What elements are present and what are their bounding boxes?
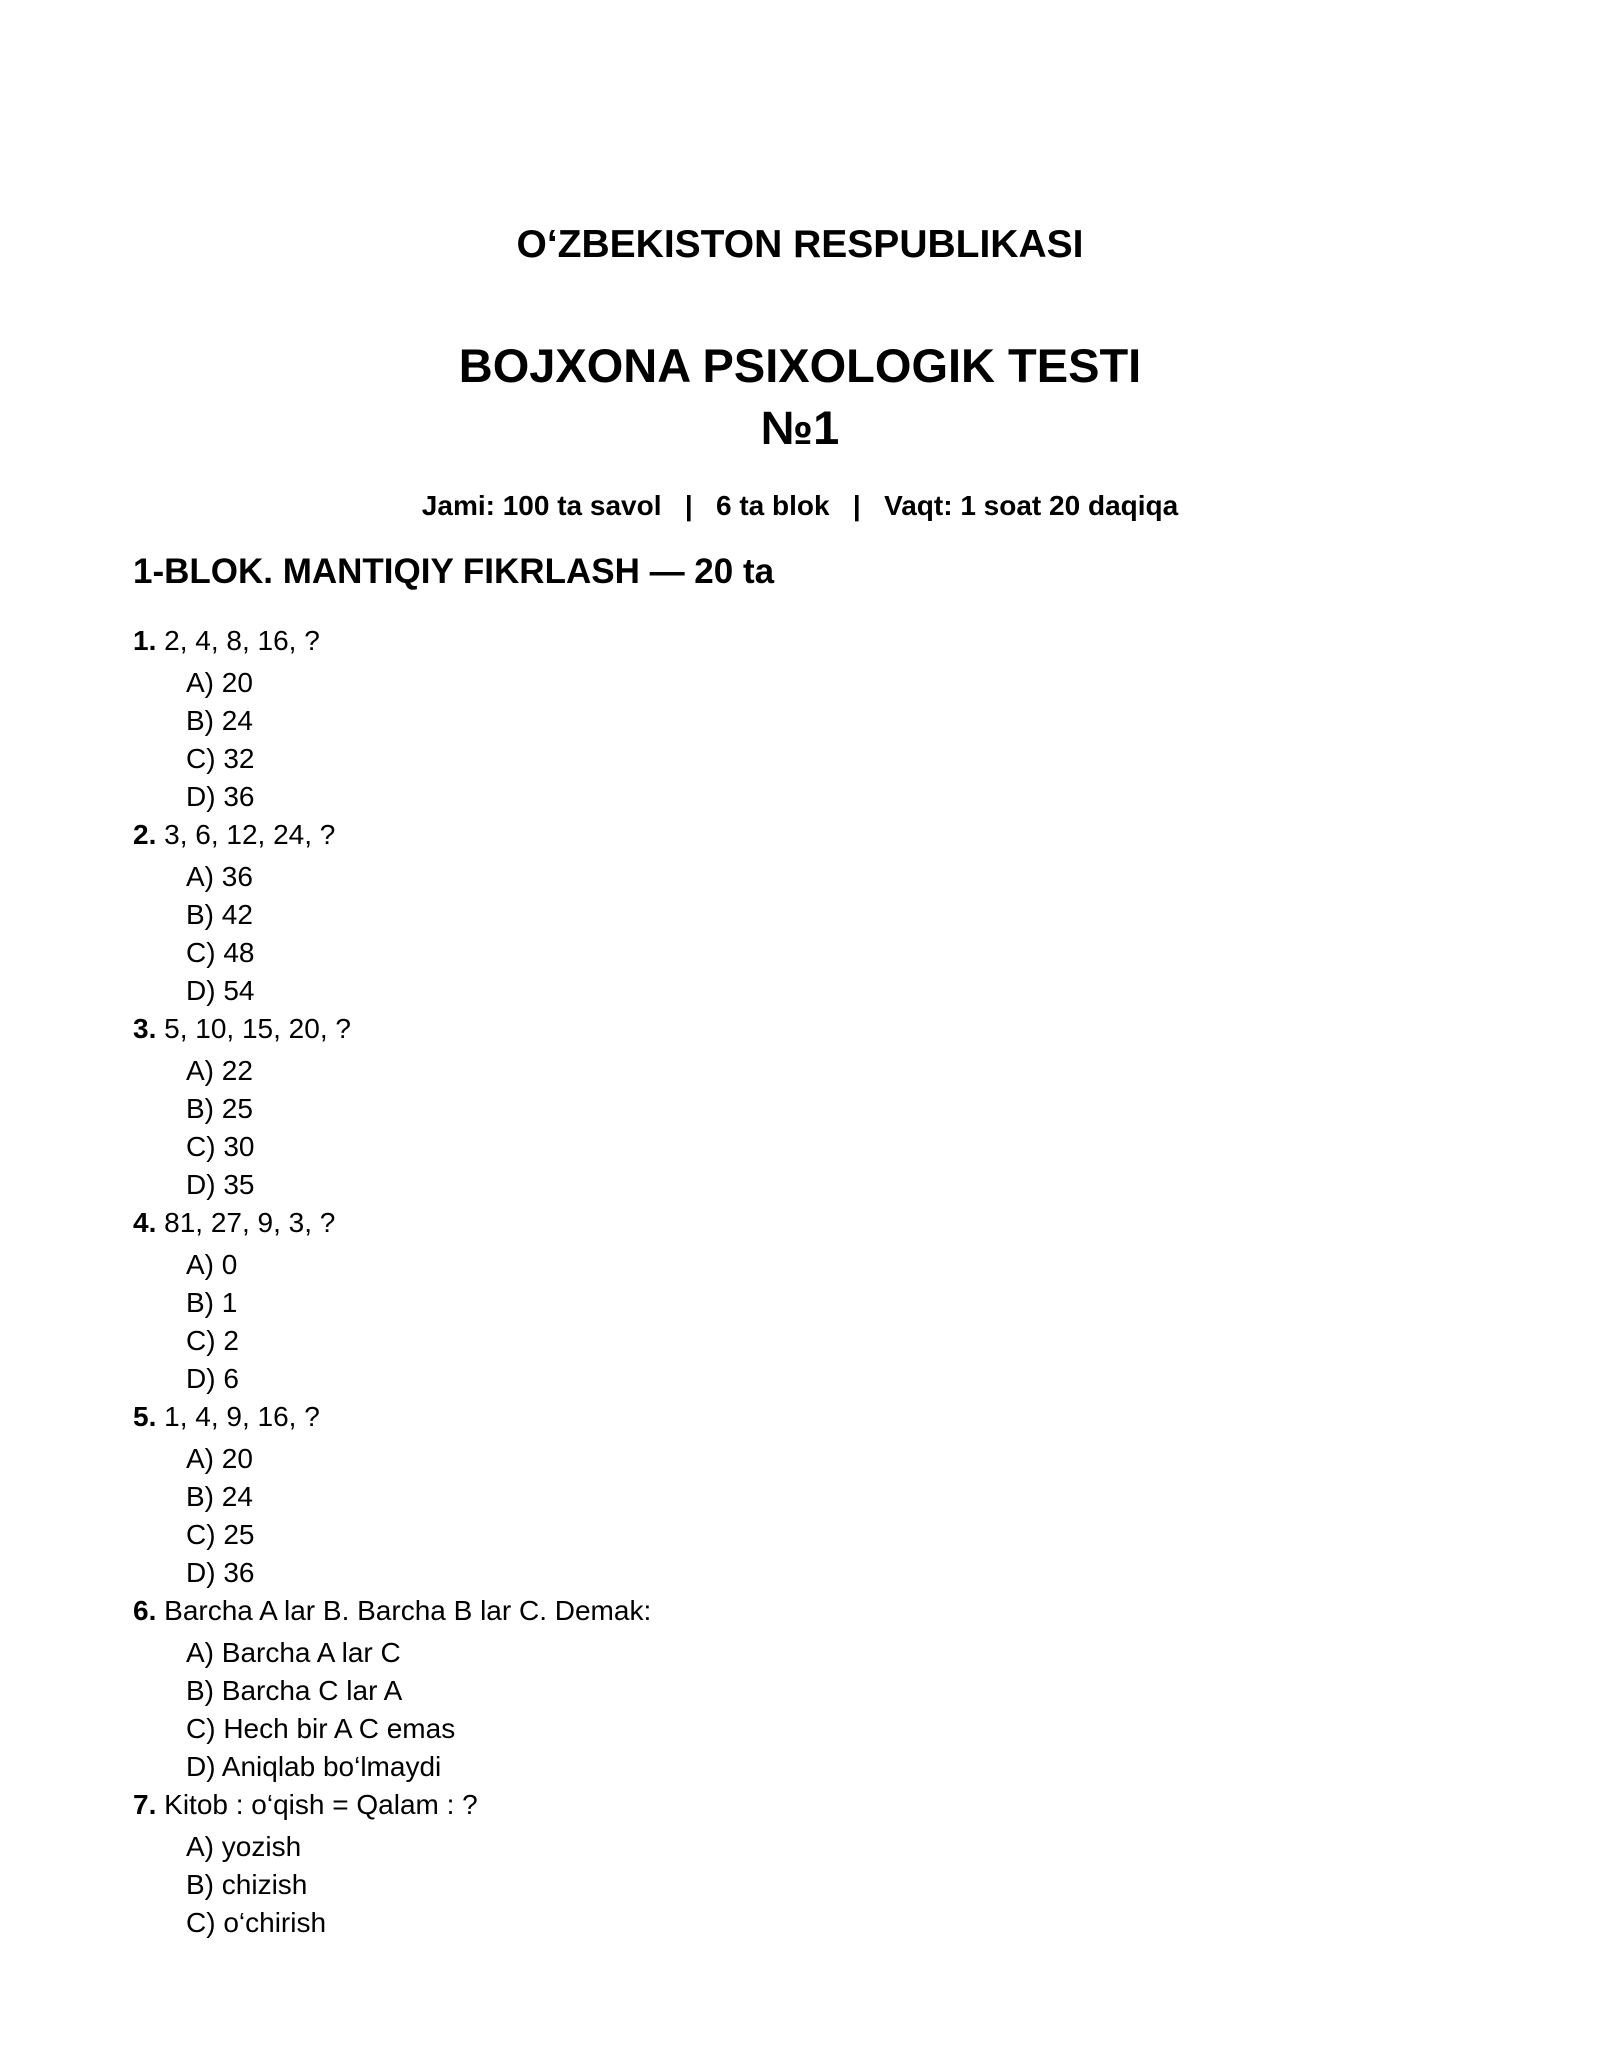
- question-number: 6.: [133, 1595, 157, 1626]
- option-a: A) 36: [186, 861, 253, 892]
- option-a: A) Barcha A lar C: [186, 1637, 401, 1668]
- question-4: [133, 1204, 1473, 1398]
- option-a: A) 22: [186, 1055, 253, 1086]
- question-body: 2, 4, 8, 16, ?: [156, 625, 320, 656]
- option-b: B) 1: [186, 1287, 238, 1318]
- option-d: D) Aniqlab bo‘lmaydi: [186, 1751, 442, 1782]
- question-body: 1, 4, 9, 16, ?: [156, 1401, 320, 1432]
- option-a: A) 20: [186, 667, 253, 698]
- option-list: [133, 1634, 1473, 1786]
- question-5: [133, 1398, 1473, 1592]
- question-body: 3, 6, 12, 24, ?: [156, 819, 336, 850]
- option-a: A) yozish: [186, 1831, 302, 1862]
- question-number: 7.: [133, 1789, 157, 1820]
- option-list: [133, 1246, 1473, 1398]
- option-list: [133, 664, 1473, 816]
- option-list: [133, 1828, 1473, 1942]
- question-text: [133, 1010, 1473, 1048]
- option-d: D) 36: [186, 781, 255, 812]
- question-text: [133, 1786, 1473, 1824]
- question-number: 2.: [133, 819, 157, 850]
- option-b: B) 24: [186, 705, 253, 736]
- option-c: C) Hech bir A C emas: [186, 1713, 456, 1744]
- option-d: D) 36: [186, 1557, 255, 1588]
- question-body: Barcha A lar B. Barcha B lar C. Demak:: [156, 1595, 652, 1626]
- question-2: [133, 816, 1473, 1010]
- question-1: [133, 622, 1473, 816]
- option-b: B) 25: [186, 1093, 253, 1124]
- question-text: [133, 622, 1473, 660]
- question-text: [133, 816, 1473, 854]
- option-b: B) chizish: [186, 1869, 308, 1900]
- option-b: B) 42: [186, 899, 253, 930]
- option-d: D) 6: [186, 1363, 239, 1394]
- test-number: №1: [760, 401, 840, 454]
- option-b: B) Barcha C lar A: [186, 1675, 403, 1706]
- question-3: [133, 1010, 1473, 1204]
- question-number: 1.: [133, 625, 157, 656]
- option-d: D) 35: [186, 1169, 255, 1200]
- question-number: 3.: [133, 1013, 157, 1044]
- option-c: C) o‘chirish: [186, 1907, 327, 1938]
- test-summary: Jami: 100 ta savol | 6 ta blok | Vaqt: 1 soat 20 daqiqa: [421, 490, 1179, 521]
- question-6: [133, 1592, 1473, 1786]
- question-number: 5.: [133, 1401, 157, 1432]
- question-text: [133, 1592, 1473, 1630]
- question-number: 4.: [133, 1207, 157, 1238]
- option-list: [133, 1052, 1473, 1204]
- question-body: 5, 10, 15, 20, ?: [156, 1013, 351, 1044]
- block-heading: 1-BLOK. MANTIQIY FIKRLASH — 20 ta: [133, 552, 775, 591]
- option-a: A) 0: [186, 1249, 238, 1280]
- option-c: C) 48: [186, 937, 255, 968]
- option-list: [133, 858, 1473, 1010]
- country-heading: O‘ZBEKISTON RESPUBLIKASI: [516, 223, 1084, 266]
- question-7: [133, 1786, 1473, 1942]
- option-c: C) 32: [186, 743, 255, 774]
- option-b: B) 24: [186, 1481, 253, 1512]
- question-text: [133, 1398, 1473, 1436]
- option-c: C) 30: [186, 1131, 255, 1162]
- question-body: Kitob : o‘qish = Qalam : ?: [156, 1789, 478, 1820]
- option-c: C) 25: [186, 1519, 255, 1550]
- option-c: C) 2: [186, 1325, 239, 1356]
- question-text: [133, 1204, 1473, 1242]
- question-list: [133, 622, 1473, 1942]
- option-list: [133, 1440, 1473, 1592]
- option-a: A) 20: [186, 1443, 253, 1474]
- test-title: BOJXONA PSIXOLOGIK TESTI: [458, 339, 1142, 392]
- question-body: 81, 27, 9, 3, ?: [156, 1207, 336, 1238]
- option-d: D) 54: [186, 975, 255, 1006]
